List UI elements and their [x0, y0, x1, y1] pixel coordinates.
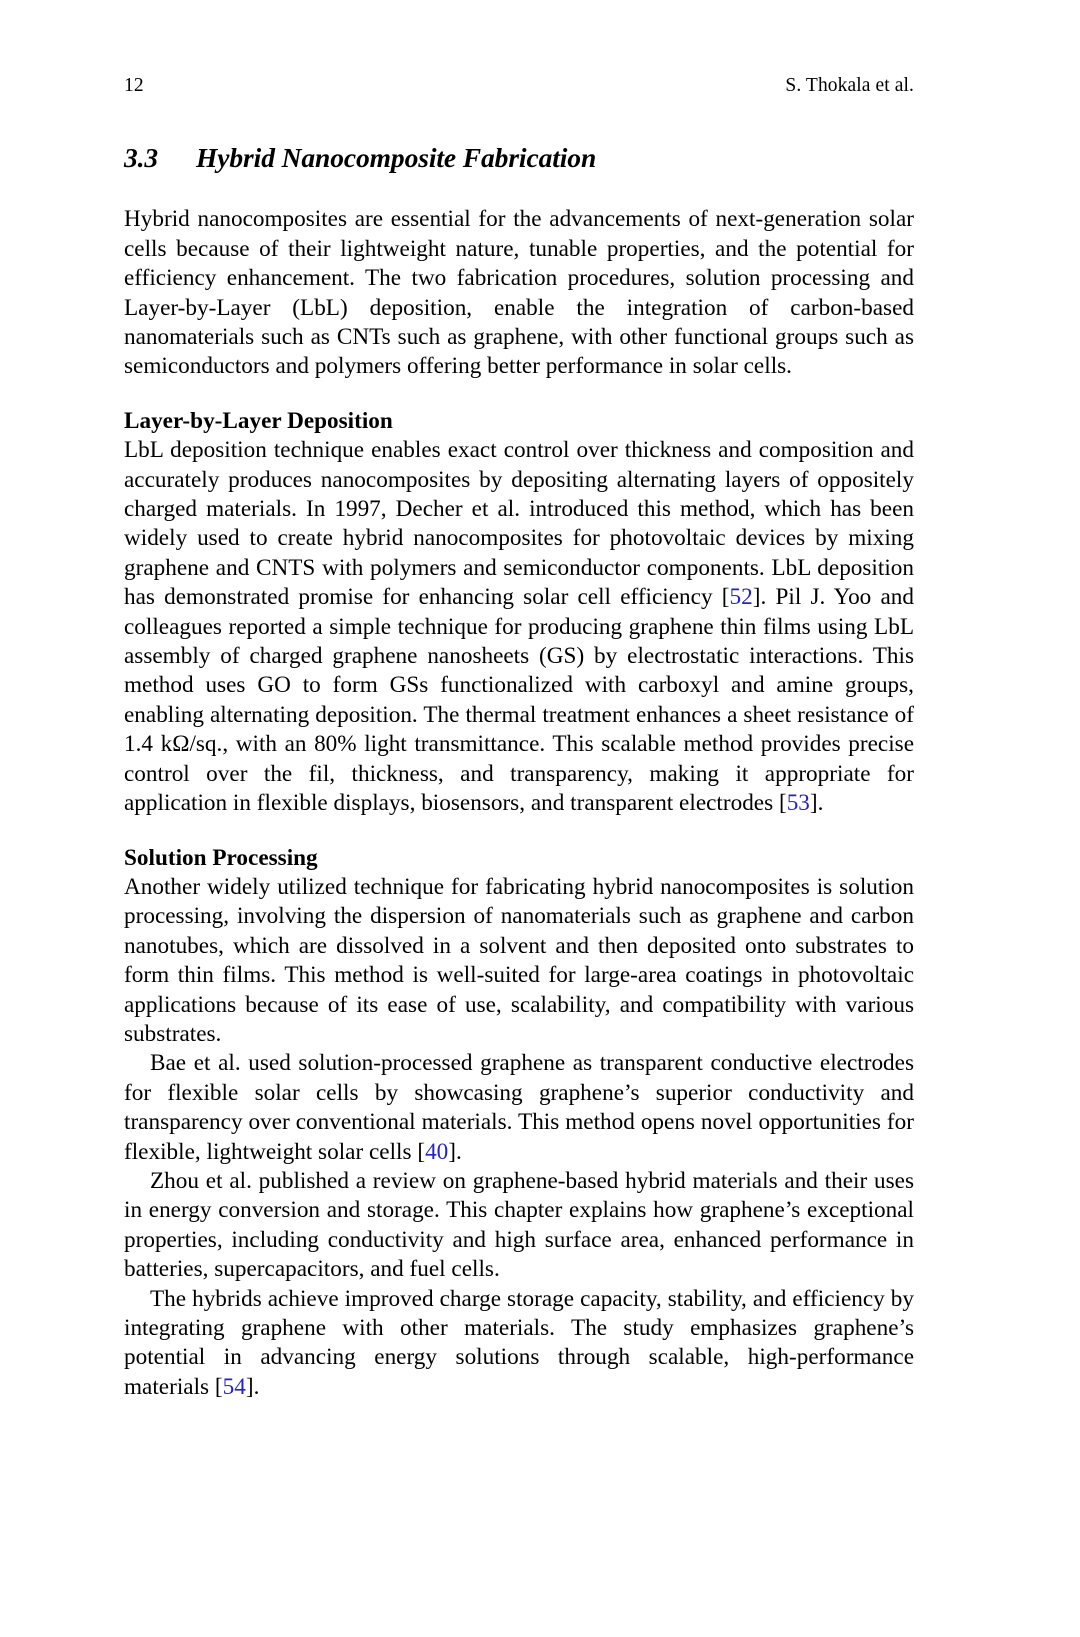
citation-52[interactable]: 52: [729, 584, 753, 611]
bae-text-part-1: Bae et al. used solution-processed graphene as transparent conductive electrodes for flexible solar cells by showcasing graphene’s superior conductivity and transparency over conventional materials. This method opens novel opportunities for flexible, lightweight solar cells [: [124, 1050, 914, 1165]
lbl-text-part-1: LbL deposition technique enables exact control over thickness and composition and accurately produces nanocomposites by depositing alternating layers of oppositely charged materials. In 1997, Decher et al. introduced this method, which has been widely used to create hybrid nanocomposites for photovoltaic devices by mixing graphene and CNTS with polymers and semiconductor components. LbL deposition has demonstrated promise for enhancing solar cell efficiency [: [124, 437, 914, 611]
citation-40[interactable]: 40: [425, 1138, 449, 1165]
section-heading: [124, 141, 914, 174]
hybrids-text-part-2: ].: [245, 1373, 260, 1400]
solution-paragraph-3: Zhou et al. published a review on graphene-based hybrid materials and their uses in energy conversion and storage. This chapter explains how graphene’s exceptional properties, including conductivity and high surface area, enhanced performance in batteries, supercapacitors, and fuel cells.: [124, 1167, 914, 1283]
citation-53[interactable]: 53: [786, 790, 810, 817]
lbl-text-part-3: ].: [809, 790, 824, 817]
running-head-authors: S. Thokala et al.: [785, 75, 914, 96]
solution-paragraph-1: Another widely utilized technique for fabricating hybrid nanocomposites is solution processing, involving the dispersion of nanomaterials such as graphene and carbon nanotubes, which are dissolved in a solvent and then deposited onto substrates to form thin films. This method is well-suited for large-area coatings in photovoltaic applications because of its ease of use, scalability, and compatibility with various substrates.: [124, 873, 914, 1047]
solution-paragraph-2: [124, 1049, 914, 1167]
bae-text-part-2: ].: [448, 1138, 462, 1165]
layer-by-layer-paragraph: [124, 436, 914, 818]
subheading-solution-processing: Solution Processing: [124, 844, 318, 871]
section-number: 3.3: [124, 142, 159, 174]
citation-54[interactable]: 54: [222, 1373, 246, 1400]
solution-paragraph-4: [124, 1285, 914, 1403]
intro-paragraph: Hybrid nanocomposites are essential for the advancements of next-generation solar cells because of their lightweight nature, tunable properties, and the potential for efficiency enhancement. The two fabrication procedures, solution processing and Layer-by-Layer (LbL) deposition, enable the integration of carbon-based nanomaterials such as CNTs such as graphene, with other functional groups such as semiconductors and polymers offering better performance in solar cells.: [124, 206, 914, 380]
page-number: 12: [124, 75, 144, 96]
subheading-layer-by-layer-deposition: Layer-by-Layer Deposition: [124, 407, 393, 434]
page-content: [124, 74, 914, 1402]
running-head: [124, 74, 914, 97]
hybrids-text-part-1: The hybrids achieve improved charge storage capacity, stability, and efficiency by integrating graphene with other materials. The study emphasizes graphene’s potential in advancing energy solutions through scalable, high-performance materials [: [124, 1285, 914, 1400]
lbl-text-part-2: ]. Pil J. Yoo and colleagues reported a simple technique for producing graphene thin films using LbL assembly of charged graphene nanosheets (GS) by electrostatic interactions. This method uses GO to form GSs functionalized with carboxyl and amine groups, enabling alternating deposition. The thermal treatment enhances a sheet resistance of 1.4 kΩ/sq., with an 80% light transmittance. This scalable method provides precise control over the fil, thickness, and transparency, making it appropriate for application in flexible displays, biosensors, and transparent electrodes [: [124, 584, 914, 817]
section-title: Hybrid Nanocomposite Fabrication: [196, 142, 597, 174]
